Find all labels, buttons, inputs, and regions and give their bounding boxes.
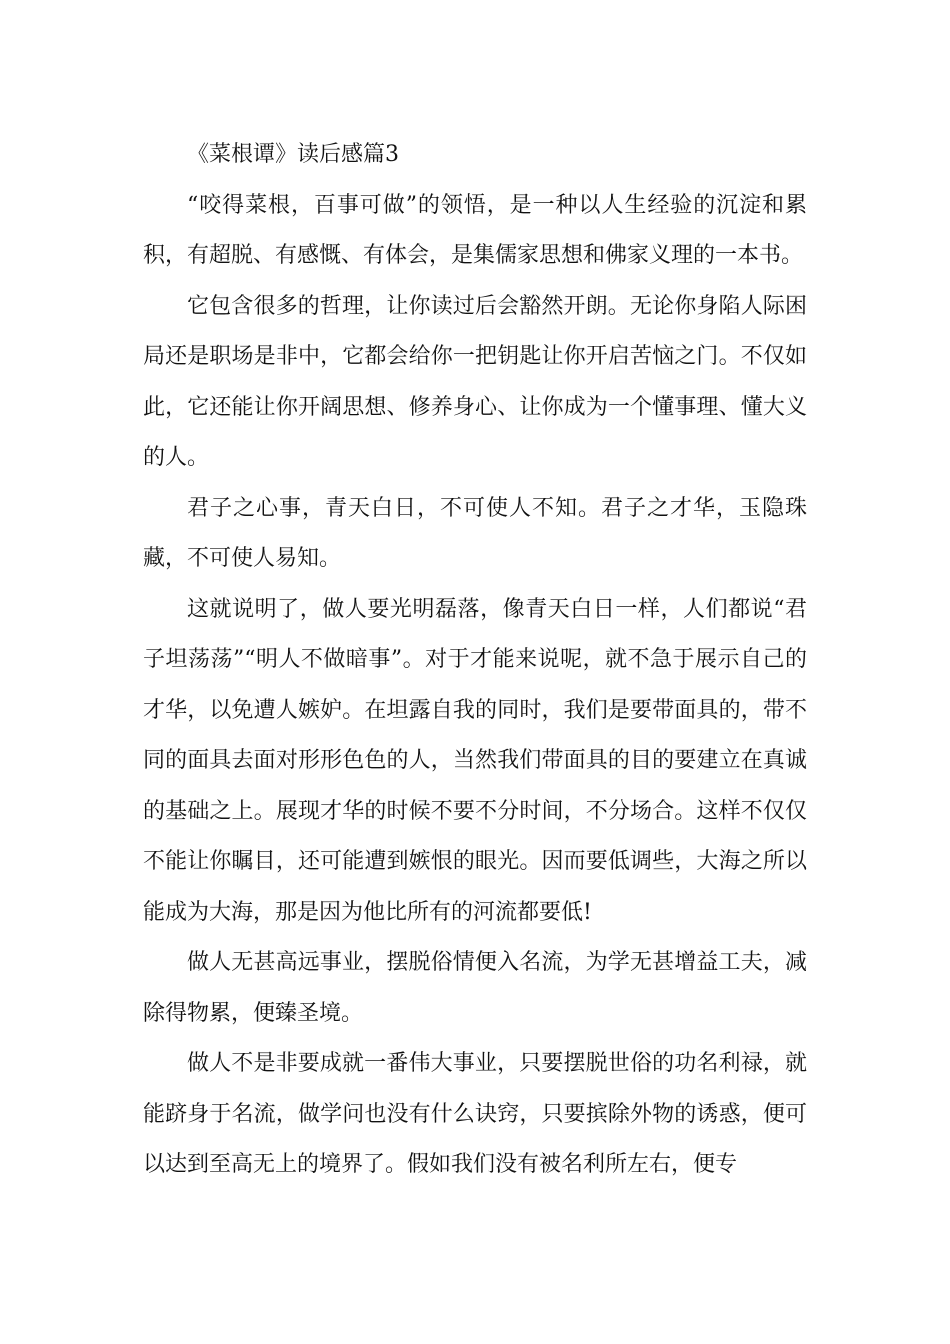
paragraph-5: 做人无甚高远事业，摆脱俗情便入名流，为学无甚增益工夫，减除得物累，便臻圣境。 (143, 950, 807, 1026)
paragraph-3: 君子之心事，青天白日，不可使人不知。君子之才华，玉隐珠藏，不可使人易知。 (143, 495, 807, 571)
paragraph-1: “咬得菜根，百事可做”的领悟，是一种以人生经验的沉淀和累积，有超脱、有感慨、有体会，是集儒家思想和佛家义理的一本书。 (143, 192, 807, 268)
document-body (143, 130, 807, 1191)
document-title: 《菜根谭》读后感篇3 (187, 142, 399, 167)
paragraph-4: 这就说明了，做人要光明磊落，像青天白日一样，人们都说“君子坦荡荡”“明人不做暗事”。对于才能来说呢，就不急于展示自己的才华，以免遭人嫉妒。在坦露自我的同时，我们是要带面具的，带不同的面具去面对形形色色的人，当然我们带面具的目的要建立在真诚的基础之上。展现才华的时候不要不分时间，不分场合。这样不仅仅不能让你瞩目，还可能遭到嫉恨的眼光。因而要低调些，大海之所以能成为大海，那是因为他比所有的河流都要低! (143, 596, 807, 925)
paragraph-6: 做人不是非要成就一番伟大事业，只要摆脱世俗的功名利禄，就能跻身于名流，做学问也没有什么诀窍，只要摈除外物的诱惑，便可以达到至高无上的境界了。假如我们没有被名利所左右，便专 (143, 1051, 807, 1177)
paragraph-2: 它包含很多的哲理，让你读过后会豁然开朗。无论你身陷人际困局还是职场是非中，它都会给你一把钥匙让你开启苦恼之门。不仅如此，它还能让你开阔思想、修养身心、让你成为一个懂事理、懂大义的人。 (143, 293, 807, 470)
